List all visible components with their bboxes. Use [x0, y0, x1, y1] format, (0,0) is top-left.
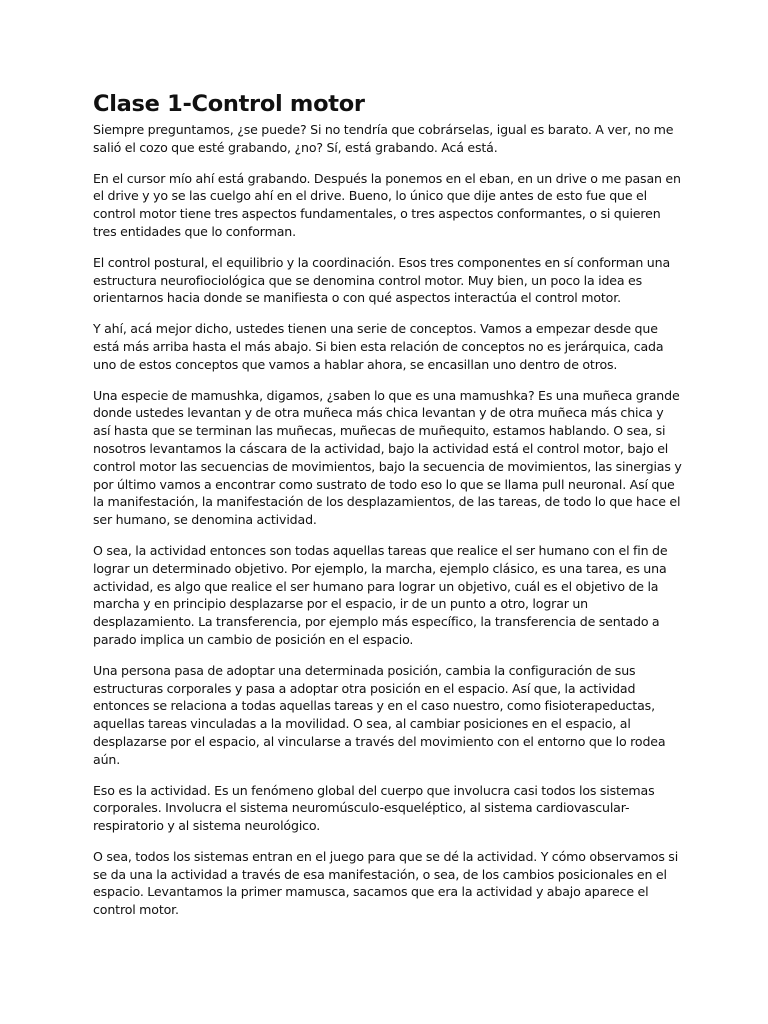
- paragraph-4: Y ahí, acá mejor dicho, ustedes tienen una serie de conceptos. Vamos a empezar desde que está más arriba hasta el más abajo. Si bien esta relación de conceptos no es jerárquica, cada uno de estos conceptos que vamos a hablar ahora, se encasillan uno dentro de otros.: [93, 321, 664, 372]
- document-title: Clase 1-Control motor: [93, 91, 365, 117]
- paragraph-5: Una especie de mamushka, digamos, ¿saben lo que es una mamushka? Es una muñeca grande donde ustedes levantan y de otra muñeca más chica levantan y de otra muñeca más chica y así hasta que se terminan las muñecas, muñecas de muñequito, estamos hablando. O sea, si nosotros levantamos la cáscara de la actividad, bajo la actividad está el control motor, bajo el control motor las secuencias de movimientos, bajo la secuencia de movimientos, las sinergias y por último vamos a encontrar como sustrato de todo eso lo que se llama pull neuronal. Así que la manifestación, la manifestación de los desplazamientos, de las tareas, de todo lo que hace el ser humano, se denomina actividad.: [93, 387, 682, 528]
- paragraph-8: Eso es la actividad. Es un fenómeno global del cuerpo que involucra casi todos los sistemas corporales. Involucra el sistema neuromúsculo-esqueléptico, al sistema cardiovascular-respiratorio y al sistema neurológico.: [93, 782, 655, 834]
- document-body: [93, 88, 683, 932]
- paragraph-7: Una persona pasa de adoptar una determinada posición, cambia la configuración de sus estructuras corporales y pasa a adoptar otra posición en el espacio. Así que, la actividad entonces se relaciona a todas aquellas tareas y en el caso nuestro, como fisioterapeductas, aquellas tareas vinculadas a la movilidad. O sea, al cambiar posiciones en el espacio, al desplazarse por el espacio, al vincularse a través del movimiento con el entorno que lo rodea aún.: [93, 662, 666, 767]
- paragraph-6: O sea, la actividad entonces son todas aquellas tareas que realice el ser humano con el fin de lograr un determinado objetivo. Por ejemplo, la marcha, ejemplo clásico, es una tarea, es una actividad, es algo que realice el ser humano para lograr un objetivo, cuál es el objetivo de la marcha y en principio desplazarse por el espacio, ir de un punto a otro, lograr un desplazamiento. La transferencia, por ejemplo más específico, la transferencia de sentado a parado implica un cambio de posición en el espacio.: [93, 542, 668, 647]
- paragraph-9: O sea, todos los sistemas entran en el juego para que se dé la actividad. Y cómo observamos si se da una la actividad a través de esa manifestación, o sea, de los cambios posicionales en el espacio. Levantamos la primer mamusca, sacamos que era la actividad y abajo aparece el control motor.: [93, 848, 679, 918]
- paragraph-2: En el cursor mío ahí está grabando. Después la ponemos en el eban, en un drive o me pasan en el drive y yo se las cuelgo ahí en el drive. Bueno, lo único que dije antes de esto fue que el control motor tiene tres aspectos fundamentales, o tres aspectos conformantes, o si quieren tres entidades que lo conforman.: [93, 170, 681, 239]
- paragraph-1: Siempre preguntamos, ¿se puede? Si no tendría que cobrárselas, igual es barato. A ver, no me salió el cozo que esté grabando, ¿no? Sí, está grabando. Acá está.: [93, 122, 674, 155]
- paragraph-3: El control postural, el equilibrio y la coordinación. Esos tres componentes en sí conforman una estructura neurofiociológica que se denomina control motor. Muy bien, un poco la idea es orientarnos hacia donde se manifiesta o con qué aspectos interactúa el control motor.: [93, 254, 671, 306]
